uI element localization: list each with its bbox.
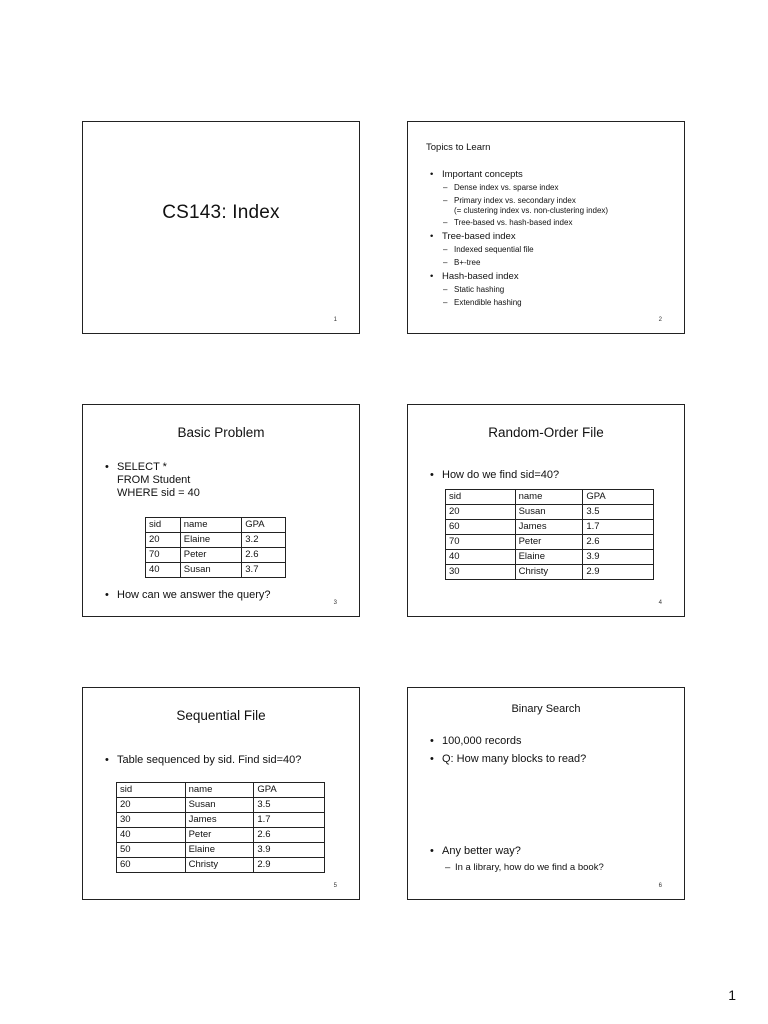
slide-4 (407, 404, 685, 617)
table-cell: James (515, 520, 583, 535)
table-cell: 3.5 (583, 505, 654, 520)
list-item: • Tree-based index (430, 231, 674, 242)
sub-item: – Dense index vs. sparse index (430, 181, 674, 194)
table-cell: 2.6 (242, 548, 286, 563)
table-cell: Susan (515, 505, 583, 520)
slide-title: Binary Search (511, 703, 581, 715)
table-cell: Christy (515, 565, 583, 580)
query-line: WHERE sid = 40 (117, 487, 200, 499)
table-row (117, 813, 325, 828)
table-row (146, 548, 286, 563)
slide-title: Basic Problem (177, 425, 265, 440)
table-row (117, 858, 325, 873)
sub-item: – In a library, how do we find a book? (445, 862, 604, 873)
table-row (446, 520, 654, 535)
slide-title: CS143: Index (162, 202, 280, 223)
question-bullet: • How can we answer the query? (105, 589, 270, 602)
table-cell: 30 (446, 565, 516, 580)
table-cell: 3.7 (242, 563, 286, 578)
sub-item: – Static hashing (430, 283, 674, 296)
table-cell: 3.9 (254, 843, 325, 858)
table-cell: 3.5 (254, 798, 325, 813)
query-line: • SELECT * (117, 461, 167, 473)
sub-item: – B+-tree (430, 256, 674, 269)
table-cell: Elaine (185, 843, 254, 858)
table-row (146, 563, 286, 578)
student-table (145, 517, 286, 578)
table-header-row (446, 490, 654, 505)
page-number: 1 (728, 987, 736, 1003)
slide-number: 3 (333, 600, 337, 606)
table-cell: 1.7 (583, 520, 654, 535)
column-header: GPA (583, 490, 654, 505)
column-header: sid (146, 518, 181, 533)
slide-title: Topics to Learn (426, 142, 491, 153)
slide-1 (82, 121, 360, 334)
column-header: GPA (242, 518, 286, 533)
query-line: FROM Student (117, 474, 191, 486)
table-cell: 1.7 (254, 813, 325, 828)
table-cell: 50 (117, 843, 186, 858)
list-item: • Q: How many blocks to read? (430, 753, 586, 766)
table-cell: James (185, 813, 254, 828)
table-cell: 70 (446, 535, 516, 550)
table-cell: 60 (446, 520, 516, 535)
column-header: name (185, 783, 254, 798)
sub-item: – Indexed sequential file (430, 243, 674, 256)
table-cell: Christy (185, 858, 254, 873)
table-row (117, 828, 325, 843)
table-cell: 20 (117, 798, 186, 813)
table-header-row (117, 783, 325, 798)
table-cell: 20 (146, 533, 181, 548)
list-item: • Hash-based index (430, 271, 674, 282)
slide-number: 6 (658, 883, 662, 889)
column-header: name (180, 518, 242, 533)
table-cell: Peter (515, 535, 583, 550)
sub-item: – Extendible hashing (430, 296, 674, 309)
table-cell: 3.2 (242, 533, 286, 548)
table-cell: 40 (117, 828, 186, 843)
slide-6 (407, 687, 685, 900)
column-header: GPA (254, 783, 325, 798)
table-cell: 2.6 (583, 535, 654, 550)
table-cell: 20 (446, 505, 516, 520)
student-table (445, 489, 654, 580)
slide-number: 2 (658, 317, 662, 323)
table-header-row (146, 518, 286, 533)
table-cell: 30 (117, 813, 186, 828)
table-row (146, 533, 286, 548)
table-cell: 2.9 (583, 565, 654, 580)
slide-2 (407, 121, 685, 334)
list-item: • Important concepts (430, 169, 674, 180)
slide-title: Sequential File (176, 708, 266, 723)
question-bullet: • Table sequenced by sid. Find sid=40? (105, 754, 301, 767)
table-cell: 2.6 (254, 828, 325, 843)
table-cell: Elaine (180, 533, 242, 548)
column-header: name (515, 490, 583, 505)
table-cell: Susan (185, 798, 254, 813)
table-row (117, 843, 325, 858)
table-cell: 2.9 (254, 858, 325, 873)
slide-title: Random-Order File (488, 425, 604, 440)
table-cell: 70 (146, 548, 181, 563)
table-cell: Peter (185, 828, 254, 843)
sub-item: – Primary index vs. secondary index (430, 194, 674, 207)
column-header: sid (117, 783, 186, 798)
table-cell: Peter (180, 548, 242, 563)
table-row (117, 798, 325, 813)
table-row (446, 535, 654, 550)
table-cell: Elaine (515, 550, 583, 565)
table-cell: 40 (146, 563, 181, 578)
table-row (446, 505, 654, 520)
table-row (446, 565, 654, 580)
slide-3 (82, 404, 360, 617)
query-bullet (105, 461, 200, 500)
topics-list (430, 169, 674, 309)
list-item: • 100,000 records (430, 735, 522, 748)
list-item: • Any better way? (430, 845, 521, 858)
sub-item-continuation: (= clustering index vs. non-clustering index) (454, 206, 609, 215)
table-cell: Susan (180, 563, 242, 578)
table-cell: 40 (446, 550, 516, 565)
slide-number: 5 (333, 883, 337, 889)
sub-item: – Tree-based vs. hash-based index (430, 216, 674, 229)
question-bullet: • How do we find sid=40? (430, 469, 559, 482)
table-row (446, 550, 654, 565)
column-header: sid (446, 490, 516, 505)
slide-5 (82, 687, 360, 900)
slide-number: 4 (658, 600, 662, 606)
table-cell: 60 (117, 858, 186, 873)
table-cell: 3.9 (583, 550, 654, 565)
slide-number: 1 (333, 317, 337, 323)
student-table (116, 782, 325, 873)
